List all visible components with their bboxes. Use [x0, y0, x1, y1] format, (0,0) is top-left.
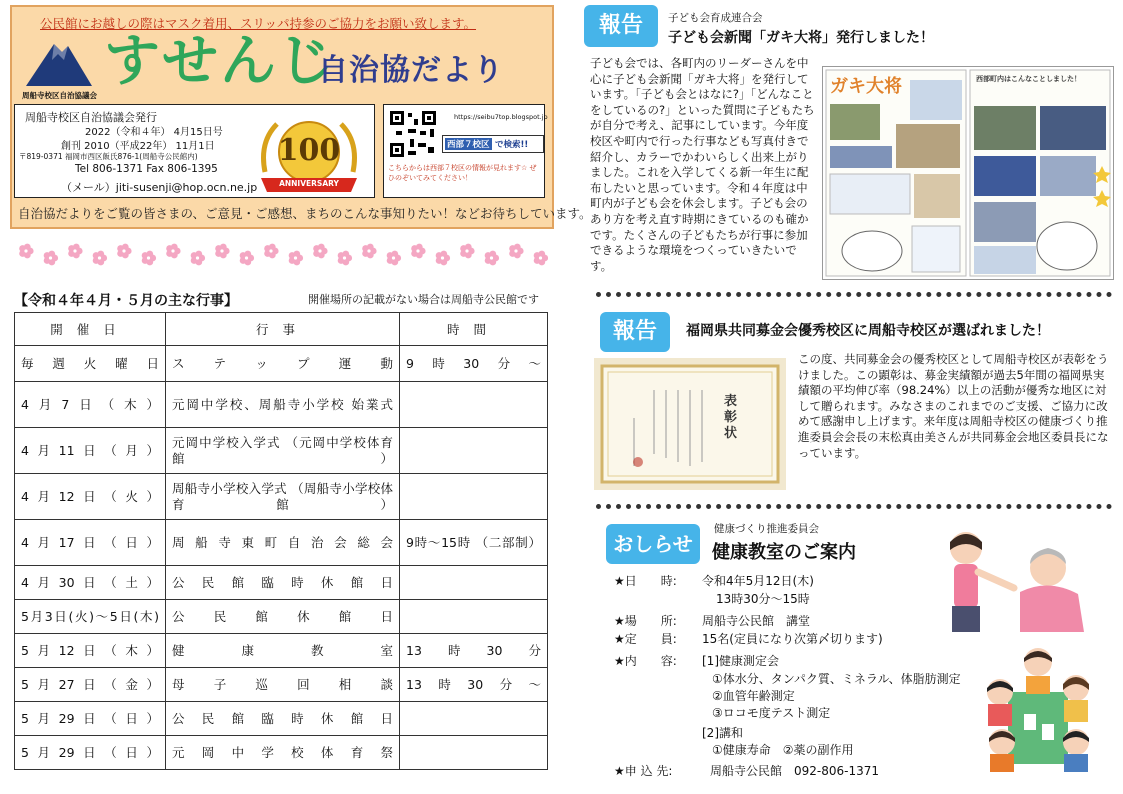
cell-time: 13時30分～ [400, 668, 548, 702]
certificate-image [594, 358, 786, 490]
cell-date: 5月3日(火)～5日(木) [15, 600, 166, 634]
group-illustration [984, 644, 1092, 772]
blog-qr-box [383, 104, 548, 198]
cell-date: 毎週火曜日 [15, 346, 166, 382]
cell-event: ステップ運動 [166, 346, 400, 382]
cell-time [400, 702, 548, 736]
cell-time [400, 566, 548, 600]
cell-date: 4月11日（月） [15, 428, 166, 474]
section-divider [596, 504, 1112, 509]
sakura-flower-icon [19, 244, 33, 259]
cell-time: 9時30分～ [400, 346, 548, 382]
detail-value-content-1c: ③ロコモ度テスト測定 [712, 706, 831, 720]
table-row [15, 428, 548, 474]
column-header-time: 時間 [400, 313, 548, 346]
org-name-small: 周船寺校区自治協議会 [22, 91, 97, 100]
event-schedule-table [14, 312, 548, 770]
email-address[interactable]: （メール）jiti-susenji@hop.ocn.ne.jp [61, 181, 258, 194]
notice-org: 健康づくり推進委員会 [714, 523, 819, 535]
detail-value-capacity: 15名(定員になり次第〆切ります) [702, 632, 883, 646]
sakura-flower-icon [264, 244, 278, 259]
search-action: で検索!! [495, 140, 529, 150]
cell-date: 5月29日（日） [15, 702, 166, 736]
cell-date: 5月12日（木） [15, 634, 166, 668]
sakura-flower-icon [313, 244, 327, 259]
cell-event: 元岡中学校、周船寺小学校 始業式 [166, 382, 400, 428]
cell-time [400, 736, 548, 770]
cell-event: 周船寺東町自治会総会 [166, 520, 400, 566]
table-row [15, 566, 548, 600]
newsletter-logo: すせんじ [104, 29, 336, 94]
cell-event: 健康教室 [166, 634, 400, 668]
sakura-flower-icon [166, 244, 180, 259]
detail-label-date: ★日 時: [614, 574, 677, 588]
table-row [15, 668, 548, 702]
cell-time [400, 428, 548, 474]
report2-body: この度、共同募金会の優秀校区として周船寺校区が表彰をうけました。この顕彰は、募金実績額が過去5年間の福岡県実績額の平均伸び率（98.24%）以上の活動が優秀な地区に対して贈られます。みなさまのこれまでのご支援、ご協力に改めて感謝申し上げます。来年度は周船寺校区の健康づくり推進委員会会長の末松真由美さんが共同募金会地区委員長になっています。 [798, 352, 1109, 460]
schedule-title: 【令和４年４月・５月の主な行事】 [14, 293, 238, 309]
sakura-flower-icon [436, 251, 450, 266]
cell-date: 5月29日（日） [15, 736, 166, 770]
table-row [15, 600, 548, 634]
cell-time [400, 474, 548, 520]
search-keyword: 西部７校区 [447, 140, 490, 150]
sakura-flower-icon [44, 251, 58, 266]
cell-event: 周船寺小学校入学式 （周船寺小学校体育館） [166, 474, 400, 520]
tel-fax: Tel 806-1371 Fax 806-1395 [75, 163, 218, 175]
report-tag: 報告 [584, 5, 658, 47]
column-header-date: 開催日 [15, 313, 166, 346]
newspaper-caption: 西部町内はこんなことしました！ [976, 75, 1081, 83]
sakura-flower-icon [68, 244, 82, 259]
founded-date: 創刊 2010（平成22年） 11月1日 [61, 141, 215, 152]
mask-notice: 公民館にお越しの際はマスク着用、スリッパ持参のご協力をお願い致します。 [40, 16, 477, 31]
notice-headline: 健康教室のご案内 [712, 542, 856, 563]
sakura-flower-icon [509, 244, 523, 259]
newsletter-logo-sub: 自治協だより [318, 53, 504, 88]
header-footer-note: 自治協だよりをご覧の皆さまの、ご意見・ご感想、まちのこんな事知りたい！などお待ちしています。 [18, 206, 592, 221]
qr-note: こちらからは西部７校区の情報が見れます☆ ぜひのぞいてみてください！ [388, 164, 537, 182]
cell-event: 公民館臨時休館日 [166, 566, 400, 600]
sakura-flower-icon [93, 251, 107, 266]
sakura-flower-icon [338, 251, 352, 266]
publisher: 周船寺校区自治協議会発行 [25, 111, 157, 124]
report2-headline: 福岡県共同募金会優秀校区に周船寺校区が選ばれました！ [686, 323, 1050, 339]
mountain-logo-icon [24, 38, 94, 88]
column-header-event: 行事 [166, 313, 400, 346]
detail-value-content-1a: ①体水分、タンパク質、ミネラル、体脂肪測定 [712, 672, 961, 686]
detail-label-contact: ★申 込 先: [614, 764, 673, 778]
cell-date: 5月27日（金） [15, 668, 166, 702]
badge-number: 100 [277, 133, 341, 168]
table-row [15, 474, 548, 520]
sakura-flower-icon [142, 251, 156, 266]
sakura-flower-icon [485, 251, 499, 266]
table-row [15, 520, 548, 566]
detail-value-date: 令和4年5月12日(木) [702, 574, 814, 588]
qr-code-icon[interactable] [388, 109, 438, 159]
detail-label-capacity: ★定 員: [614, 632, 677, 646]
detail-value-content-1: [1]健康測定会 [702, 654, 779, 668]
newspaper-title: ガキ大将 [830, 76, 902, 97]
table-row [15, 346, 548, 382]
search-box[interactable] [442, 135, 544, 153]
cell-time: 9時～15時 （二部制） [400, 520, 548, 566]
cell-event: 母子巡回相談 [166, 668, 400, 702]
cell-event: 元岡中学校体育祭 [166, 736, 400, 770]
report1-body: 子ども会では、各町内のリーダーさんを中心に子ども会新聞「ガキ大将」を発行しています。「子ども会とはなに?」「どんなことをしているの?」といった質問に子どもたちが自分で考え、記事にしています。今年度校区や町内で行った行事なども写真付きで紹介し、カラーでかわいらしく出来上がりました。これを入学してくる新一年生に配布したいと思っています。令和４年度は中町内が子ども会を休会します。子ども会のあり方を考え直す時期にきているのも確かです。たくさんの子どもたちが行事に参加できるような環境をつくっていきたいです。 [590, 56, 815, 273]
sakura-flower-icon [362, 244, 376, 259]
sakura-flower-icon [411, 244, 425, 259]
sakura-flower-icon [534, 251, 548, 266]
sakura-flower-icon [14, 240, 548, 268]
cell-event: 公民館臨時休館日 [166, 702, 400, 736]
anniversary-badge-icon [255, 112, 363, 194]
detail-value-contact: 周船寺公民館 092-806-1371 [710, 764, 880, 778]
blog-url[interactable]: https://seibu7top.blogspot.jp [454, 113, 548, 121]
cell-time: 13時30分 [400, 634, 548, 668]
certificate-title: 表彰状 [724, 394, 738, 441]
sakura-flower-icon [117, 244, 131, 259]
detail-label-place: ★場 所: [614, 614, 677, 628]
cell-date: 4月7日（木） [15, 382, 166, 428]
kids-newspaper-image [822, 66, 1114, 280]
sakura-flower-icon [240, 251, 254, 266]
report1-org: 子ども会育成連合会 [668, 12, 763, 24]
cell-time [400, 382, 548, 428]
report-tag: 報告 [600, 312, 670, 352]
stretching-illustration [944, 528, 1092, 636]
cell-date: 4月12日（火） [15, 474, 166, 520]
cell-event: 公民館休館日 [166, 600, 400, 634]
sakura-flower-icon [387, 251, 401, 266]
table-row [15, 702, 548, 736]
cell-date: 4月30日（土） [15, 566, 166, 600]
table-header-row [15, 313, 548, 346]
schedule-note: 開催場所の記載がない場合は周船寺公民館です [308, 293, 539, 306]
section-divider [596, 292, 1112, 297]
report1-headline: 子ども会新聞「ガキ大将」発行しました！ [668, 30, 934, 46]
cell-time [400, 600, 548, 634]
sakura-flower-icon [191, 251, 205, 266]
issue-date: 2022（令和４年） 4月15日号 [85, 127, 223, 138]
detail-value-content-2: [2]講和 [702, 726, 743, 740]
table-row [15, 382, 548, 428]
detail-value-content-2a: ①健康寿命 ②薬の副作用 [712, 743, 854, 757]
detail-value-time: 13時30分～15時 [716, 592, 810, 606]
detail-value-place: 周船寺公民館 講堂 [702, 614, 811, 628]
cell-date: 4月17日（日） [15, 520, 166, 566]
sakura-flower-icon [215, 244, 229, 259]
notice-tag: おしらせ [606, 524, 700, 564]
cell-event: 元岡中学校入学式 （元岡中学校体育館） [166, 428, 400, 474]
detail-value-content-1b: ②血管年齢測定 [712, 689, 795, 703]
table-row [15, 634, 548, 668]
sakura-flower-icon [289, 251, 303, 266]
badge-text: ANNIVERSARY [279, 179, 339, 188]
address: 〒819-0371 福岡市西区飯氏876-1(周船寺公民館内) [19, 152, 198, 161]
sakura-flower-icon [460, 244, 474, 259]
detail-label-content: ★内 容: [614, 654, 677, 668]
table-row [15, 736, 548, 770]
